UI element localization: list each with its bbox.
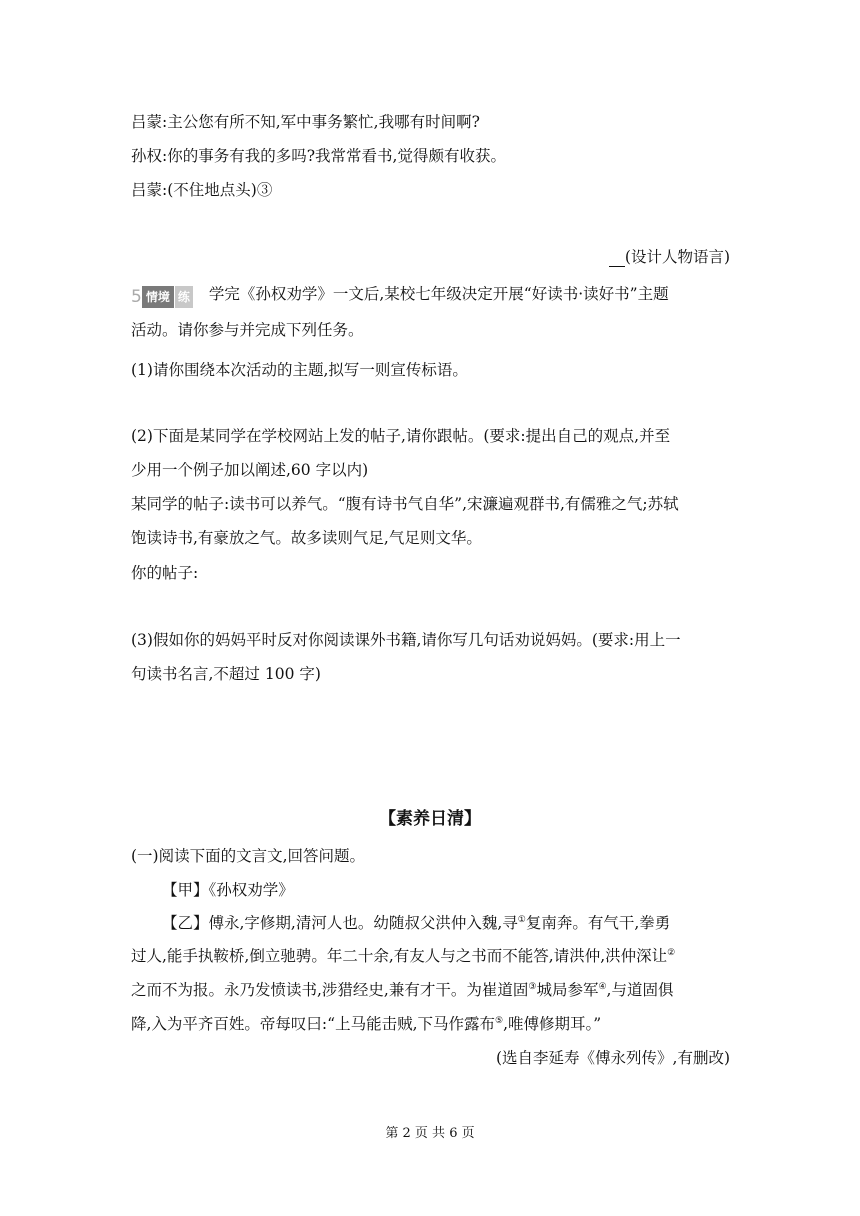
design-note (609, 247, 730, 267)
passage-yi-text: 城局参军 (536, 981, 599, 999)
passage-yi-text: 复南奔。有气干,拳勇 (525, 914, 671, 932)
answer-blank[interactable] (609, 252, 625, 267)
footnote-marker: ④ (598, 981, 607, 992)
design-note-text: (设计人物语言) (624, 248, 730, 266)
passage-yi-text: ,与道固俱 (606, 981, 674, 999)
classmate-post-line2: 饱读诗书,有豪放之气。故多读则气足,气足则文华。 (131, 529, 482, 547)
dialogue-line-lu-meng-1: 吕蒙:主公您有所不知,军中事务繁忙,我哪有时间啊? (131, 113, 480, 131)
footnote-marker: ③ (528, 981, 537, 992)
sub-question-1: (1)请你围绕本次活动的主题,拟写一则宣传标语。 (131, 361, 468, 379)
sub-question-3-line2: 句读书名言,不超过 100 字) (131, 665, 321, 683)
passage-yi-text: 降,入为平齐百姓。帝每叹曰:“上马能击贼,下马作露布 (131, 1015, 496, 1033)
part-1-instruction: (一)阅读下面的文言文,回答问题。 (131, 847, 366, 865)
your-post-label: 你的帖子: (131, 564, 199, 582)
passage-yi-text: 过人,能手执鞍桥,倒立驰骋。年二十余,有友人与之书而不能答,请洪仲,洪仲深让 (131, 947, 668, 965)
dialogue-line-lu-meng-2: 吕蒙:(不住地点头)③ (131, 181, 273, 199)
question-number: 5 (131, 287, 142, 307)
sub-question-3-line1: (3)假如你的妈妈平时反对你阅读课外书籍,请你写几句话劝说妈妈。(要求:用上一 (131, 631, 681, 649)
footnote-marker: ② (667, 947, 676, 958)
passage-yi-line3 (131, 980, 673, 1000)
footnote-marker: ⑤ (495, 1015, 504, 1026)
passage-yi-text: 【乙】傅永,字修期,清河人也。幼随叔父洪仲入魏,寻 (162, 914, 518, 932)
passage-yi-text: 之而不为报。永乃发愤读书,涉猎经史,兼有才干。为崔道固 (131, 981, 529, 999)
passage-yi-text: ,唯傅修期耳。” (503, 1015, 602, 1033)
passage-source: (选自李延寿《傅永列传》,有删改) (495, 1049, 730, 1067)
context-tag: 情境 (142, 286, 174, 308)
question-5-intro-text: 学完《孙权劝学》一文后,某校七年级决定开展“好读书·读好书”主题 (208, 285, 669, 303)
footnote-marker: ① (517, 914, 526, 925)
question-5-intro-line2: 活动。请你参与并完成下列任务。 (131, 321, 364, 339)
passage-yi-line2 (131, 946, 675, 966)
sub-question-2-line2: 少用一个例子加以阐述,60 字以内) (131, 461, 369, 479)
page-footer: 第 2 页 共 6 页 (385, 1126, 475, 1141)
section-heading: 【素养日清】 (379, 809, 481, 829)
practice-tag: 练 (175, 286, 193, 308)
classmate-post-line1: 某同学的帖子:读书可以养气。“腹有诗书气自华”,宋濂遍观群书,有儒雅之气;苏轼 (131, 495, 679, 513)
question-5-badge (131, 286, 193, 307)
question-5-intro (131, 284, 669, 307)
passage-jia: 【甲】《孙权劝学》 (162, 881, 294, 899)
passage-yi-line1 (162, 913, 670, 933)
dialogue-line-sun-quan: 孙权:你的事务有我的多吗?我常常看书,觉得颇有收获。 (131, 147, 506, 165)
passage-yi-line4 (131, 1014, 601, 1034)
sub-question-2-line1: (2)下面是某同学在学校网站上发的帖子,请你跟帖。(要求:提出自己的观点,并至 (131, 427, 671, 445)
